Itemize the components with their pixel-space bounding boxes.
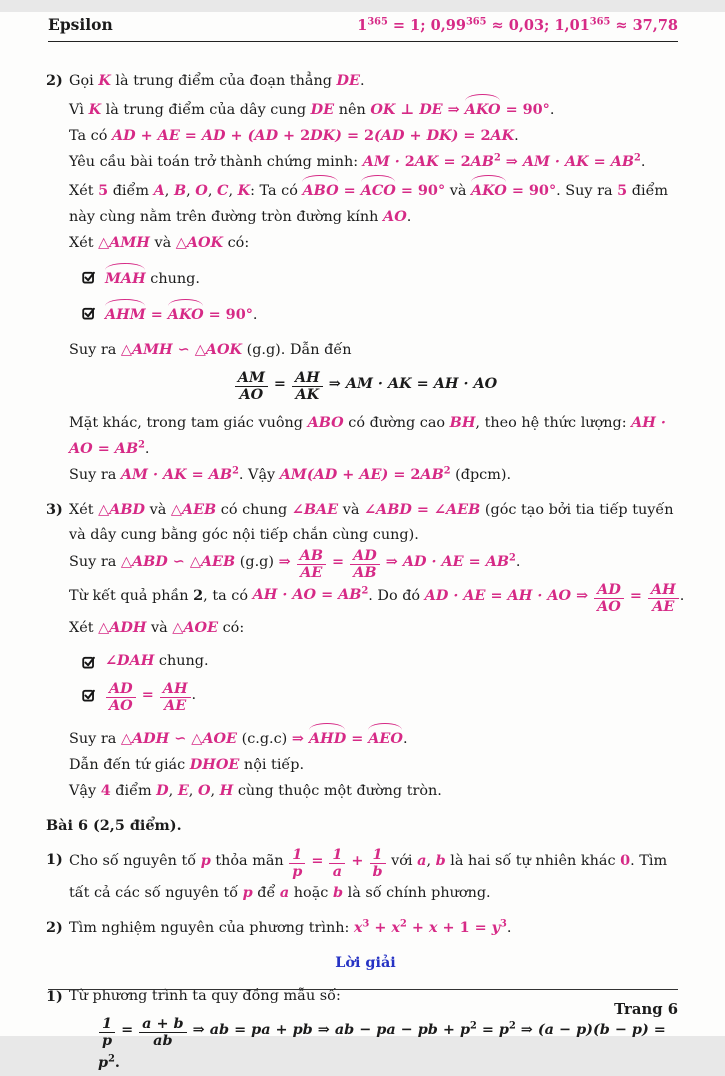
arc-angle-symbol: AHM — [105, 302, 146, 327]
text-segment: cùng thuộc một đường tròn. — [233, 783, 442, 799]
math-segment: B — [173, 182, 187, 199]
math-segment: △ABD — [98, 501, 145, 519]
text-segment: . — [359, 73, 365, 89]
paragraph — [46, 230, 685, 256]
math-segment: AM · — [362, 153, 405, 170]
math-segment: A — [153, 182, 165, 199]
math-segment: = — [306, 851, 329, 869]
math-segment: DE — [310, 101, 335, 118]
paragraph — [46, 915, 685, 941]
text-segment: và — [338, 502, 364, 519]
arc-angle-symbol: MAH — [105, 266, 146, 291]
fraction: $\frac{AD}{AO}$ — [593, 582, 625, 615]
item-number: 1) — [46, 988, 63, 1006]
math-segment: = 1; 0,99$^{365}$ — [387, 16, 487, 34]
math-segment: 2 — [404, 153, 415, 170]
math-segment: ⇒ — [187, 1021, 210, 1039]
text-segment: . — [506, 920, 512, 937]
math-segment: 2 — [480, 127, 491, 144]
text-segment: nội tiếp. — [239, 757, 305, 773]
math-segment: $x^3$ — [353, 918, 370, 937]
text-segment: và — [149, 235, 176, 251]
fraction: $\frac{1}{b}$ — [369, 847, 387, 880]
math-segment: ⇒ — [323, 374, 346, 392]
math-segment: 1 — [459, 919, 470, 937]
text-segment: điểm này cùng nằm trên đường tròn đường kính — [69, 183, 669, 225]
text-segment: . — [514, 128, 519, 144]
math-segment: E — [177, 782, 189, 799]
check-item — [46, 299, 685, 328]
math-segment: K — [98, 72, 111, 89]
paragraph — [46, 410, 685, 462]
fraction: $\frac{AH}{AE}$ — [159, 681, 192, 714]
math-segment: O — [197, 782, 211, 799]
text-segment: là trung điểm của đoạn thẳng — [110, 73, 337, 89]
math-segment: △AOE — [172, 618, 219, 636]
text-segment: , ta có — [203, 587, 253, 604]
math-segment: $(a - p)(b - p) = p^2$ — [98, 1021, 666, 1071]
text-segment: có đường cao — [343, 415, 450, 432]
text-segment: (góc tạo bởi tia tiếp tuyến và dây cung bằng góc nội tiếp chắn cùng cung). — [69, 502, 674, 544]
text-segment: . — [549, 102, 555, 118]
text-segment: chung. — [154, 652, 209, 669]
text-segment: . Suy ra — [556, 183, 618, 199]
math-segment: = 90° — [506, 182, 557, 199]
text-segment: và — [146, 619, 173, 636]
text-segment: . — [402, 731, 408, 747]
math-segment: $AB^2$ — [420, 465, 451, 484]
math-segment: 5 — [98, 182, 109, 199]
paragraph — [46, 68, 685, 94]
arc-angle-symbol: AKO — [168, 302, 204, 327]
check-item — [46, 648, 685, 674]
text-segment: Mặt khác, trong tam giác vuông — [69, 415, 308, 432]
fraction: $\frac{AM}{AO}$ — [234, 370, 269, 403]
math-segment: ∠ABD = ∠AEB — [363, 501, 481, 519]
section-heading — [46, 813, 685, 838]
math-segment: AK = — [414, 153, 461, 170]
math-segment: ⇒ — [278, 553, 296, 571]
check-item-text — [105, 681, 196, 714]
arc-angle-symbol: ACO — [361, 178, 396, 203]
text-segment: , — [228, 183, 238, 199]
math-segment: 2 — [410, 466, 421, 484]
text-segment: (đpcm). — [450, 467, 512, 484]
text-segment: Từ phương trình ta quy đồng mẫu số: — [69, 988, 341, 1005]
math-segment: AM · AK = AH · AO — [345, 374, 498, 392]
math-segment: b — [435, 851, 446, 869]
arc-angle-symbol: ABO — [302, 178, 338, 203]
math-segment: ⇒ — [571, 586, 594, 604]
text-segment: Từ kết quả phần — [69, 587, 194, 604]
math-segment: 5 — [617, 182, 628, 199]
text-segment: nên — [334, 102, 371, 118]
page-footer — [48, 989, 678, 1022]
text-segment: (g.g) — [235, 554, 279, 571]
math-segment: $1^{365}$ — [357, 16, 388, 34]
math-segment: = 90° — [500, 101, 550, 118]
math-segment: = $p^2$ — [476, 1020, 516, 1039]
math-segment: ≈ 37,78 — [610, 17, 678, 34]
text-segment: Suy ra — [69, 467, 121, 484]
text-segment: có chung — [216, 502, 292, 519]
math-segment: AD · AE = $AB^2$ — [402, 552, 516, 571]
math-segment: △ABD ∽ △AEB — [120, 553, 236, 571]
fraction: $\frac{1}{p}$ — [98, 1016, 116, 1049]
math-segment: ⇒ — [291, 730, 309, 747]
math-segment: AM(AD + AE) = — [279, 466, 411, 484]
math-segment: + x + — [406, 919, 460, 937]
text-segment: . — [144, 441, 150, 458]
paragraph — [46, 175, 685, 230]
math-segment: p — [200, 851, 211, 869]
math-segment: = — [346, 730, 369, 747]
paragraph — [46, 337, 685, 363]
check-item — [46, 681, 685, 714]
paragraph — [46, 497, 685, 548]
item-number: 2) — [46, 919, 63, 937]
math-segment: C — [216, 182, 229, 199]
fraction: $\frac{AD}{AB}$ — [349, 548, 381, 581]
text-segment: . — [252, 307, 258, 323]
math-segment: △AOK — [175, 234, 224, 251]
math-segment: △ADH — [98, 618, 147, 636]
math-segment: BH — [449, 414, 476, 432]
math-segment: . — [114, 1053, 120, 1071]
text-segment: , — [210, 783, 220, 799]
math-segment: ⇒ — [442, 101, 465, 118]
text-segment: và — [445, 183, 472, 199]
text-segment: Dẫn đến tứ giác — [69, 757, 190, 773]
math-segment: (AD + DK) = — [374, 127, 481, 144]
checked-checkbox-icon — [82, 306, 96, 320]
text-segment: điểm — [110, 783, 157, 799]
page-number: Trang 6 — [614, 1001, 678, 1018]
arc-angle-symbol: AEO — [368, 726, 403, 751]
math-segment: DK) = — [310, 127, 365, 144]
check-item — [46, 263, 685, 292]
math-segment: K — [88, 101, 102, 118]
math-segment: △AMH — [98, 234, 150, 251]
item-number: 1) — [46, 851, 63, 868]
display-equation — [46, 1016, 685, 1075]
text-segment: . — [640, 154, 646, 170]
text-segment: chung. — [145, 271, 200, 287]
text-segment: để — [252, 885, 280, 902]
item-number: 2) — [46, 72, 63, 89]
fraction: $\frac{a + b}{ab}$ — [138, 1016, 187, 1049]
checked-checkbox-icon — [82, 655, 96, 669]
text-segment: Ta có — [69, 128, 112, 144]
math-segment: △AEB — [170, 501, 217, 519]
text-segment: , — [168, 783, 178, 799]
math-segment: + — [346, 851, 369, 869]
text-segment: hoặc — [289, 885, 333, 902]
math-segment: AH · AO = $AB^2$ — [252, 586, 369, 604]
text-segment: Tìm nghiệm nguyên của phương trình: — [69, 920, 354, 937]
math-segment: b — [332, 884, 344, 902]
math-segment: p — [242, 884, 253, 902]
paragraph — [46, 123, 685, 149]
paragraph — [46, 582, 685, 615]
check-item-text — [105, 648, 209, 674]
fraction: $\frac{1}{a}$ — [328, 847, 346, 880]
text-segment: , theo hệ thức lượng: — [475, 415, 632, 432]
math-segment: DE — [336, 72, 360, 89]
math-segment: ABO — [307, 414, 344, 432]
fraction: $\frac{AD}{AO}$ — [105, 681, 137, 714]
math-segment: AD · AE = AH · AO — [424, 586, 572, 604]
paragraph — [46, 462, 685, 488]
math-segment: AM · AK = $AB^2$ — [522, 152, 641, 170]
text-segment: điểm — [108, 183, 154, 199]
math-segment: AD + AE = AD + (AD + — [111, 127, 301, 144]
text-segment: . — [679, 587, 685, 604]
text-segment: Vậy — [69, 783, 101, 799]
text-segment: . Tìm tất cả các số nguyên tố — [69, 852, 668, 902]
text-segment: là số chính phương. — [343, 885, 491, 902]
document-body — [46, 68, 685, 1076]
text-segment: , — [188, 783, 198, 799]
math-segment: D — [156, 782, 169, 799]
text-segment: Xét — [69, 619, 99, 636]
fraction: $\frac{AB}{AE}$ — [296, 548, 327, 581]
math-segment: 2 — [300, 127, 311, 144]
math-segment: OK ⊥ DE — [370, 101, 443, 118]
math-segment: AK — [490, 127, 515, 144]
text-segment: . Do đó — [368, 587, 425, 604]
math-segment: + $x^2$ — [369, 918, 407, 937]
text-segment: Suy ra — [69, 731, 121, 747]
fraction: $\frac{AH}{AK}$ — [291, 370, 324, 403]
text-segment: , — [426, 852, 436, 869]
text-segment: . Vậy — [238, 467, 280, 484]
paragraph — [46, 723, 685, 752]
math-segment: ∠DAH — [105, 651, 155, 669]
math-segment: ⇒ — [515, 1021, 538, 1039]
math-segment: ≈ 0,03; 1,01$^{365}$ — [486, 16, 611, 34]
brand-epsilon: Epsilon — [48, 15, 113, 34]
math-segment: 4 — [100, 782, 111, 799]
checkbox — [82, 686, 96, 700]
footer-rule — [48, 989, 678, 990]
math-segment: ab = pa + pb ⇒ ab − pa − pb + $p^2$ — [209, 1020, 477, 1039]
paragraph — [46, 752, 685, 778]
math-segment: = — [136, 685, 159, 703]
checked-checkbox-icon — [82, 270, 96, 284]
text-segment: và — [145, 502, 171, 519]
math-segment: AM · AK = $AB^2$ — [120, 465, 239, 484]
math-segment: K — [237, 182, 251, 199]
text-segment: Gọi — [69, 73, 99, 89]
arc-angle-symbol: AKO — [471, 178, 507, 203]
paragraph — [46, 94, 685, 123]
text-segment: Xét — [69, 235, 99, 251]
math-segment: ⇒ — [500, 153, 523, 170]
text-segment: Suy ra — [69, 342, 121, 358]
display-equation — [46, 370, 685, 403]
paragraph — [46, 548, 685, 581]
paragraph — [46, 615, 685, 641]
checkbox — [82, 653, 96, 667]
checkbox — [82, 268, 96, 282]
text-segment: . — [515, 554, 521, 571]
text-segment: Bài 6 (2,5 điểm). — [46, 817, 182, 834]
item-number: 3) — [46, 501, 63, 519]
checkbox — [82, 304, 96, 318]
paragraph — [46, 847, 685, 906]
text-segment: , — [164, 183, 174, 199]
text-segment: với — [386, 852, 418, 869]
text-segment: : Ta có — [250, 183, 303, 199]
math-segment: ⇒ — [380, 553, 403, 571]
text-segment: . — [191, 686, 197, 703]
math-segment: O — [195, 182, 208, 199]
text-segment: , — [186, 183, 196, 199]
paragraph — [46, 149, 685, 175]
math-segment: 2 — [460, 153, 471, 170]
check-item-text — [105, 299, 258, 328]
text-segment: Yêu cầu bài toán trở thành chứng minh: — [69, 154, 363, 170]
text-segment: Xét — [69, 183, 99, 199]
text-segment: , — [207, 183, 217, 199]
text-segment: có: — [223, 235, 250, 251]
text-segment: 2 — [193, 586, 204, 604]
text-segment: Xét — [69, 502, 99, 519]
math-segment: DHOE — [189, 756, 240, 773]
arc-angle-symbol: AKO — [465, 97, 501, 122]
document-page — [0, 12, 725, 1071]
checked-checkbox-icon — [82, 688, 96, 702]
math-segment: = — [624, 586, 647, 604]
text-segment: Cho số nguyên tố — [69, 852, 201, 869]
solution-heading: Lời giải — [335, 954, 396, 972]
fraction: $\frac{AH}{AE}$ — [647, 582, 680, 615]
arc-angle-symbol: AHD — [309, 726, 346, 751]
fraction: $\frac{1}{p}$ — [288, 847, 306, 880]
math-segment: AH · AO = $AB^2$ — [69, 414, 666, 458]
page-header — [48, 12, 678, 42]
math-segment: = — [116, 1021, 139, 1039]
text-segment: là trung điểm của dây cung — [101, 102, 311, 118]
math-segment: = $y^3$ — [469, 918, 507, 937]
math-segment: AO — [383, 208, 407, 225]
math-segment: △ADH ∽ △AOE — [120, 730, 237, 747]
math-segment: H — [219, 782, 234, 799]
check-item-text — [105, 263, 200, 292]
text-segment: (g.g). Dẫn đến — [242, 342, 352, 358]
text-segment: Vì — [69, 102, 89, 118]
text-segment: (c.g.c) — [237, 731, 292, 747]
math-segment: = 90° — [395, 182, 446, 199]
text-segment: Suy ra — [69, 554, 121, 571]
text-segment: thỏa mãn — [210, 852, 289, 869]
math-segment: a — [279, 884, 290, 902]
text-segment: có: — [218, 619, 245, 636]
math-segment: $AB^2$ — [470, 152, 501, 170]
math-segment: = — [338, 182, 361, 199]
math-segment: ∠BAE — [291, 501, 339, 519]
text-segment: là hai số tự nhiên khác — [445, 852, 621, 869]
math-segment: = — [268, 374, 291, 392]
math-segment: = — [327, 553, 350, 571]
text-segment: . — [406, 209, 412, 225]
math-segment: 0 — [620, 851, 631, 869]
math-segment: a — [417, 851, 427, 869]
math-segment: △AMH ∽ △AOK — [120, 341, 242, 358]
math-segment: = — [145, 306, 168, 323]
header-formula — [357, 13, 678, 38]
paragraph — [46, 778, 685, 804]
math-segment: 2 — [364, 127, 375, 144]
math-segment: = 90° — [203, 306, 253, 323]
